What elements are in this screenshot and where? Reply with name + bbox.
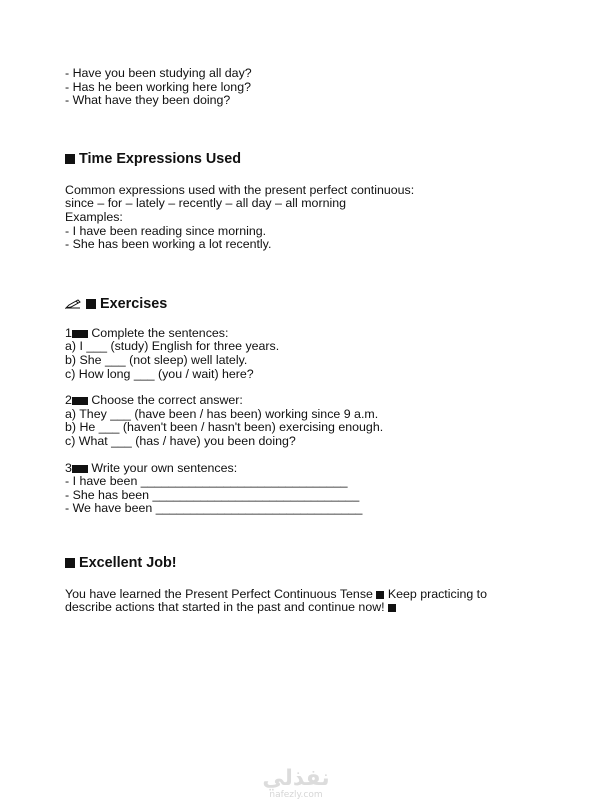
exercise-item: c) What ___ (has / have) you been doing? [65,433,296,448]
exercise-item: - She has been ______________________________ [65,487,360,502]
watermark-logo [0,768,592,800]
text-line: Common expressions used with the present perfect continuous: [65,182,415,197]
exercise-item: b) He ___ (haven't been / hasn't been) exercising enough. [65,420,384,435]
job-line-1: You have learned the Present Perfect Continuous Tense [65,586,373,601]
black-square-icon [65,558,75,568]
exercise-2 [65,394,565,448]
question-line: - Has he been working here long? [65,79,251,94]
watermark-sub: nafezly.com [269,790,323,800]
exercise-3 [65,462,565,516]
text-line [65,601,565,615]
black-square-icon [72,465,80,473]
exercise-number: 1 [65,325,72,340]
exercise-item: a) They ___ (have been / has been) working since 9 a.m. [65,406,379,421]
question-examples [65,67,565,108]
black-square-icon [80,397,88,405]
black-square-icon [65,154,75,164]
black-square-icon [80,465,88,473]
job-line-2: describe actions that started in the past and continue now! [65,600,385,615]
exercise-prompt [65,462,565,476]
text-line: - I have been reading since morning. [65,223,267,238]
excellent-job-heading [65,554,565,572]
black-square-icon [72,397,80,405]
black-square-icon [86,299,96,309]
exercise-item: - I have been ______________________________ [65,474,348,489]
text-line: - She has been working a lot recently. [65,237,272,252]
exercises-heading [65,295,565,313]
black-square-icon [376,591,384,599]
exercise-number: 2 [65,393,72,408]
time-expressions-body [65,184,565,252]
document-page [65,67,565,615]
watermark-main: نفذلي [262,766,330,791]
job-line-1-end: Keep practicing to [387,586,488,601]
exercise-prompt-text: Write your own sentences: [91,460,238,475]
black-square-icon [72,330,80,338]
time-expressions-title: Time Expressions Used [79,150,242,167]
question-line: - Have you been studying all day? [65,66,252,80]
question-line: - What have they been doing? [65,93,231,108]
black-square-icon [80,330,88,338]
exercise-1 [65,327,565,381]
time-expressions-heading [65,150,565,168]
pencil-icon [65,299,81,309]
exercises-title: Exercises [100,295,168,312]
excellent-job-body [65,588,565,615]
exercise-item: c) How long ___ (you / wait) here? [65,366,254,381]
exercise-prompt-text: Choose the correct answer: [91,393,243,408]
black-square-icon [388,604,396,612]
text-line: Examples: [65,209,123,224]
exercise-prompt [65,327,565,341]
exercise-prompt [65,394,565,408]
exercise-item: a) I ___ (study) English for three years. [65,339,280,354]
exercise-prompt-text: Complete the sentences: [91,325,229,340]
text-line [65,588,565,602]
exercise-item: b) She ___ (not sleep) well lately. [65,352,248,367]
exercise-item: - We have been ______________________________ [65,501,363,516]
text-line: since – for – lately – recently – all day – all morning [65,196,346,211]
exercise-number: 3 [65,460,72,475]
excellent-job-title: Excellent Job! [79,554,177,571]
